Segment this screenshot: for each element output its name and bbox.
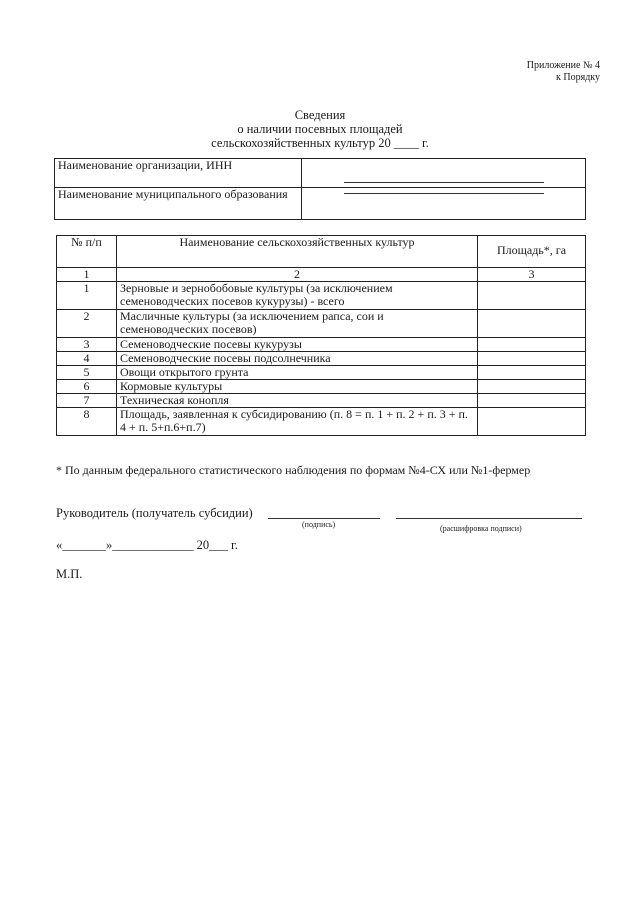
table-row bbox=[57, 408, 586, 436]
row-number: 3 bbox=[57, 338, 117, 352]
row-name: Техническая конопля bbox=[117, 394, 478, 408]
col-number-1: 1 bbox=[57, 268, 117, 282]
footnote: * По данным федерального статистического наблюдения по формам №4-СХ или №1-фермер bbox=[56, 463, 531, 477]
row-area-cell[interactable] bbox=[478, 282, 586, 310]
row-name: Площадь, заявленная к субсидированию (п. 8 = п. 1 + п. 2 + п. 3 + п. 4 + п. 5+п.6+п.7) bbox=[117, 408, 478, 436]
title-line-1: Сведения bbox=[294, 108, 346, 122]
col-number-3: 3 bbox=[478, 268, 586, 282]
row-number: 7 bbox=[57, 394, 117, 408]
row-area-cell[interactable] bbox=[478, 338, 586, 352]
signature-line[interactable] bbox=[268, 518, 380, 519]
org-name-field[interactable] bbox=[302, 159, 586, 188]
date-line[interactable]: «_______»_____________ 20___ г. bbox=[56, 538, 238, 552]
title-line-3: сельскохозяйственных культур 20 ____ г. bbox=[211, 136, 429, 150]
row-area-cell[interactable] bbox=[478, 310, 586, 338]
annex-reference: к Порядку bbox=[556, 72, 600, 83]
row-name: Масличные культуры (за исключением рапса, сои и семеноводческих посевов) bbox=[117, 310, 478, 338]
org-name-label: Наименование организации, ИНН bbox=[55, 159, 302, 188]
municipal-label: Наименование муниципального образования bbox=[55, 188, 302, 220]
signature-caption: (подпись) bbox=[302, 520, 336, 529]
document-title bbox=[0, 108, 640, 150]
annex-number: Приложение № 4 bbox=[526, 60, 600, 71]
table-row bbox=[57, 310, 586, 338]
row-number: 2 bbox=[57, 310, 117, 338]
table-row bbox=[57, 380, 586, 394]
crops-table bbox=[56, 235, 586, 436]
organization-table bbox=[54, 158, 586, 220]
table-row bbox=[57, 366, 586, 380]
annex-note bbox=[527, 60, 600, 84]
signature-label: Руководитель (получатель субсидии) bbox=[56, 506, 253, 520]
row-area-cell[interactable] bbox=[478, 408, 586, 436]
row-number: 4 bbox=[57, 352, 117, 366]
table-row bbox=[57, 352, 586, 366]
municipal-field[interactable] bbox=[302, 188, 586, 220]
row-name: Зерновые и зернобобовые культуры (за исключением семеноводческих посевов кукурузы) - всего bbox=[117, 282, 478, 310]
title-line-2: о наличии посевных площадей bbox=[237, 122, 403, 136]
signature-decode-line[interactable] bbox=[396, 518, 582, 519]
row-name: Семеноводческие посевы кукурузы bbox=[117, 338, 478, 352]
row-name: Семеноводческие посевы подсолнечника bbox=[117, 352, 478, 366]
row-area-cell[interactable] bbox=[478, 366, 586, 380]
table-row bbox=[57, 338, 586, 352]
row-area-cell[interactable] bbox=[478, 394, 586, 408]
stamp-place: М.П. bbox=[56, 567, 83, 581]
row-area-cell[interactable] bbox=[478, 352, 586, 366]
row-area-cell[interactable] bbox=[478, 380, 586, 394]
row-number: 1 bbox=[57, 282, 117, 310]
row-number: 5 bbox=[57, 366, 117, 380]
row-number: 6 bbox=[57, 380, 117, 394]
table-row bbox=[57, 394, 586, 408]
row-name: Овощи открытого грунта bbox=[117, 366, 478, 380]
header-name: Наименование сельскохозяйственных культур bbox=[117, 236, 478, 268]
col-number-2: 2 bbox=[117, 268, 478, 282]
row-number: 8 bbox=[57, 408, 117, 436]
header-num: № п/п bbox=[57, 236, 117, 268]
table-row bbox=[57, 282, 586, 310]
decode-caption: (расшифровка подписи) bbox=[440, 524, 522, 533]
row-name: Кормовые культуры bbox=[117, 380, 478, 394]
header-area: Площадь*, га bbox=[478, 236, 586, 268]
